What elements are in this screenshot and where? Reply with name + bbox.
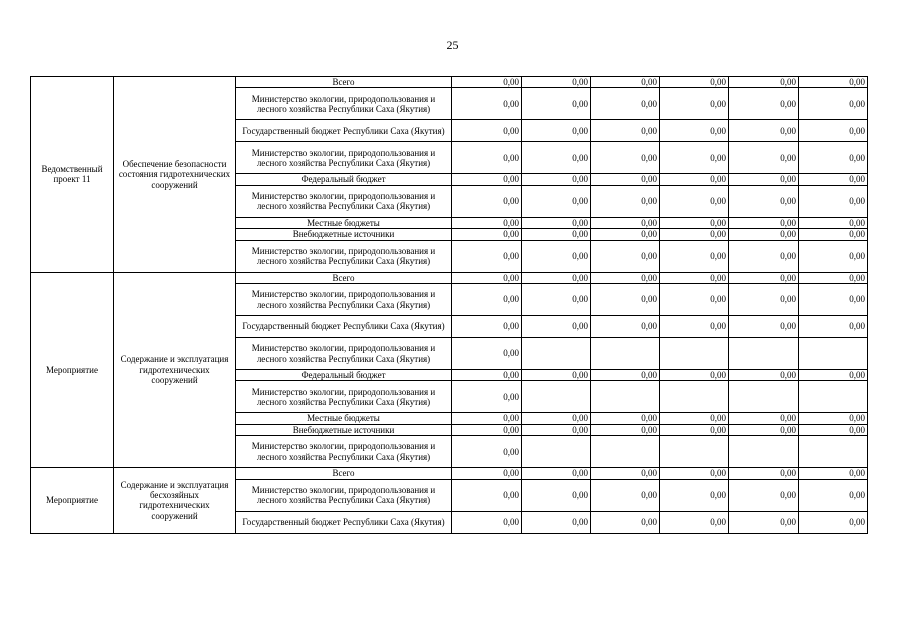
amount-cell: 0,00 <box>591 174 660 185</box>
amount-cell: 0,00 <box>799 88 868 120</box>
program-type-cell: Мероприятие <box>31 468 114 533</box>
funding-source-cell: Министерство экологии, природопользования и лесного хозяйства Республики Саха (Якутия) <box>236 284 452 316</box>
amount-cell <box>729 381 799 413</box>
amount-cell: 0,00 <box>452 424 522 435</box>
amount-cell: 0,00 <box>660 174 729 185</box>
amount-cell: 0,00 <box>729 413 799 424</box>
funding-source-cell: Местные бюджеты <box>236 413 452 424</box>
amount-cell: 0,00 <box>452 229 522 240</box>
funding-source-cell: Министерство экологии, природопользования и лесного хозяйства Республики Саха (Якутия) <box>236 185 452 217</box>
amount-cell: 0,00 <box>799 370 868 381</box>
amount-cell: 0,00 <box>660 120 729 142</box>
funding-source-cell: Государственный бюджет Республики Саха (Якутия) <box>236 120 452 142</box>
amount-cell: 0,00 <box>660 217 729 228</box>
funding-source-cell: Всего <box>236 468 452 479</box>
table-row <box>31 77 868 88</box>
amount-cell: 0,00 <box>660 229 729 240</box>
funding-source-cell: Внебюджетные источники <box>236 424 452 435</box>
amount-cell: 0,00 <box>522 424 591 435</box>
amount-cell: 0,00 <box>729 284 799 316</box>
amount-cell <box>799 381 868 413</box>
amount-cell: 0,00 <box>522 413 591 424</box>
program-type-cell: Ведомственный проект 11 <box>31 77 114 273</box>
amount-cell <box>660 436 729 468</box>
amount-cell: 0,00 <box>799 217 868 228</box>
funding-source-cell: Министерство экологии, природопользования и лесного хозяйства Республики Саха (Якутия) <box>236 142 452 174</box>
amount-cell: 0,00 <box>799 272 868 283</box>
amount-cell: 0,00 <box>452 316 522 338</box>
amount-cell: 0,00 <box>522 229 591 240</box>
amount-cell <box>799 436 868 468</box>
amount-cell: 0,00 <box>522 316 591 338</box>
amount-cell: 0,00 <box>660 77 729 88</box>
amount-cell: 0,00 <box>522 77 591 88</box>
amount-cell: 0,00 <box>660 413 729 424</box>
funding-source-cell: Федеральный бюджет <box>236 174 452 185</box>
amount-cell: 0,00 <box>660 88 729 120</box>
amount-cell: 0,00 <box>660 185 729 217</box>
amount-cell: 0,00 <box>452 120 522 142</box>
program-type-cell: Мероприятие <box>31 272 114 468</box>
amount-cell: 0,00 <box>729 77 799 88</box>
amount-cell: 0,00 <box>452 88 522 120</box>
table-body <box>31 77 868 534</box>
amount-cell: 0,00 <box>452 436 522 468</box>
amount-cell: 0,00 <box>452 185 522 217</box>
amount-cell: 0,00 <box>729 316 799 338</box>
funding-source-cell: Государственный бюджет Республики Саха (Якутия) <box>236 511 452 533</box>
amount-cell: 0,00 <box>591 424 660 435</box>
amount-cell: 0,00 <box>799 240 868 272</box>
amount-cell <box>522 338 591 370</box>
amount-cell: 0,00 <box>522 217 591 228</box>
amount-cell: 0,00 <box>660 479 729 511</box>
funding-source-cell: Министерство экологии, природопользования и лесного хозяйства Республики Саха (Якутия) <box>236 436 452 468</box>
amount-cell: 0,00 <box>452 468 522 479</box>
amount-cell: 0,00 <box>799 120 868 142</box>
amount-cell: 0,00 <box>452 370 522 381</box>
amount-cell: 0,00 <box>591 468 660 479</box>
amount-cell <box>591 338 660 370</box>
amount-cell: 0,00 <box>660 272 729 283</box>
funding-source-cell: Министерство экологии, природопользования и лесного хозяйства Республики Саха (Якутия) <box>236 240 452 272</box>
amount-cell: 0,00 <box>452 77 522 88</box>
amount-cell: 0,00 <box>729 88 799 120</box>
funding-source-cell: Министерство экологии, природопользования и лесного хозяйства Республики Саха (Якутия) <box>236 88 452 120</box>
amount-cell: 0,00 <box>591 77 660 88</box>
amount-cell: 0,00 <box>452 511 522 533</box>
amount-cell: 0,00 <box>660 142 729 174</box>
amount-cell: 0,00 <box>522 479 591 511</box>
funding-source-cell: Государственный бюджет Республики Саха (Якутия) <box>236 316 452 338</box>
amount-cell: 0,00 <box>729 272 799 283</box>
table-row <box>31 468 868 479</box>
amount-cell: 0,00 <box>729 142 799 174</box>
funding-source-cell: Министерство экологии, природопользования и лесного хозяйства Республики Саха (Якутия) <box>236 338 452 370</box>
funding-source-cell: Министерство экологии, природопользования и лесного хозяйства Республики Саха (Якутия) <box>236 381 452 413</box>
program-name-cell: Обеспечение безопасности состояния гидротехнических сооружений <box>114 77 236 273</box>
amount-cell: 0,00 <box>452 479 522 511</box>
amount-cell: 0,00 <box>452 381 522 413</box>
amount-cell: 0,00 <box>591 120 660 142</box>
amount-cell: 0,00 <box>660 424 729 435</box>
amount-cell: 0,00 <box>660 316 729 338</box>
page-number: 25 <box>446 38 459 52</box>
amount-cell: 0,00 <box>522 240 591 272</box>
amount-cell: 0,00 <box>729 511 799 533</box>
amount-cell: 0,00 <box>591 240 660 272</box>
amount-cell: 0,00 <box>729 229 799 240</box>
amount-cell: 0,00 <box>799 316 868 338</box>
table-row <box>31 272 868 283</box>
amount-cell: 0,00 <box>799 468 868 479</box>
amount-cell: 0,00 <box>799 424 868 435</box>
amount-cell: 0,00 <box>452 284 522 316</box>
amount-cell: 0,00 <box>591 185 660 217</box>
funding-source-cell: Министерство экологии, природопользования и лесного хозяйства Республики Саха (Якутия) <box>236 479 452 511</box>
amount-cell: 0,00 <box>799 479 868 511</box>
funding-source-cell: Местные бюджеты <box>236 217 452 228</box>
amount-cell <box>522 436 591 468</box>
amount-cell: 0,00 <box>522 142 591 174</box>
amount-cell: 0,00 <box>591 370 660 381</box>
program-name-cell: Содержание и эксплуатация бесхозяйных гидротехнических сооружений <box>114 468 236 533</box>
amount-cell: 0,00 <box>522 120 591 142</box>
amount-cell: 0,00 <box>660 511 729 533</box>
amount-cell: 0,00 <box>729 468 799 479</box>
amount-cell: 0,00 <box>591 479 660 511</box>
amount-cell: 0,00 <box>729 424 799 435</box>
amount-cell: 0,00 <box>729 174 799 185</box>
amount-cell: 0,00 <box>591 272 660 283</box>
amount-cell: 0,00 <box>799 229 868 240</box>
amount-cell: 0,00 <box>591 229 660 240</box>
amount-cell: 0,00 <box>522 468 591 479</box>
amount-cell: 0,00 <box>660 370 729 381</box>
amount-cell: 0,00 <box>522 185 591 217</box>
amount-cell <box>591 381 660 413</box>
amount-cell: 0,00 <box>729 370 799 381</box>
amount-cell: 0,00 <box>591 142 660 174</box>
program-name-cell: Содержание и эксплуатация гидротехнических сооружений <box>114 272 236 468</box>
amount-cell: 0,00 <box>522 284 591 316</box>
amount-cell: 0,00 <box>522 272 591 283</box>
amount-cell: 0,00 <box>729 217 799 228</box>
amount-cell: 0,00 <box>452 174 522 185</box>
amount-cell: 0,00 <box>799 77 868 88</box>
amount-cell: 0,00 <box>452 142 522 174</box>
amount-cell: 0,00 <box>452 272 522 283</box>
funding-source-cell: Внебюджетные источники <box>236 229 452 240</box>
amount-cell: 0,00 <box>729 479 799 511</box>
amount-cell <box>660 381 729 413</box>
amount-cell: 0,00 <box>799 174 868 185</box>
amount-cell: 0,00 <box>522 370 591 381</box>
amount-cell <box>729 436 799 468</box>
amount-cell <box>799 338 868 370</box>
amount-cell: 0,00 <box>591 511 660 533</box>
amount-cell: 0,00 <box>522 511 591 533</box>
funding-source-cell: Всего <box>236 77 452 88</box>
amount-cell: 0,00 <box>591 88 660 120</box>
amount-cell: 0,00 <box>660 284 729 316</box>
funding-source-cell: Всего <box>236 272 452 283</box>
amount-cell <box>591 436 660 468</box>
amount-cell: 0,00 <box>591 413 660 424</box>
amount-cell: 0,00 <box>729 185 799 217</box>
amount-cell <box>729 338 799 370</box>
funding-source-cell: Федеральный бюджет <box>236 370 452 381</box>
amount-cell <box>660 338 729 370</box>
amount-cell: 0,00 <box>522 174 591 185</box>
budget-table <box>30 76 868 534</box>
amount-cell: 0,00 <box>591 284 660 316</box>
amount-cell: 0,00 <box>799 511 868 533</box>
amount-cell: 0,00 <box>799 185 868 217</box>
amount-cell: 0,00 <box>452 413 522 424</box>
amount-cell: 0,00 <box>729 120 799 142</box>
amount-cell: 0,00 <box>660 240 729 272</box>
amount-cell: 0,00 <box>660 468 729 479</box>
amount-cell: 0,00 <box>799 284 868 316</box>
amount-cell: 0,00 <box>452 217 522 228</box>
amount-cell: 0,00 <box>522 88 591 120</box>
amount-cell: 0,00 <box>591 316 660 338</box>
amount-cell <box>522 381 591 413</box>
amount-cell: 0,00 <box>591 217 660 228</box>
amount-cell: 0,00 <box>729 240 799 272</box>
amount-cell: 0,00 <box>452 240 522 272</box>
amount-cell: 0,00 <box>452 338 522 370</box>
amount-cell: 0,00 <box>799 413 868 424</box>
amount-cell: 0,00 <box>799 142 868 174</box>
